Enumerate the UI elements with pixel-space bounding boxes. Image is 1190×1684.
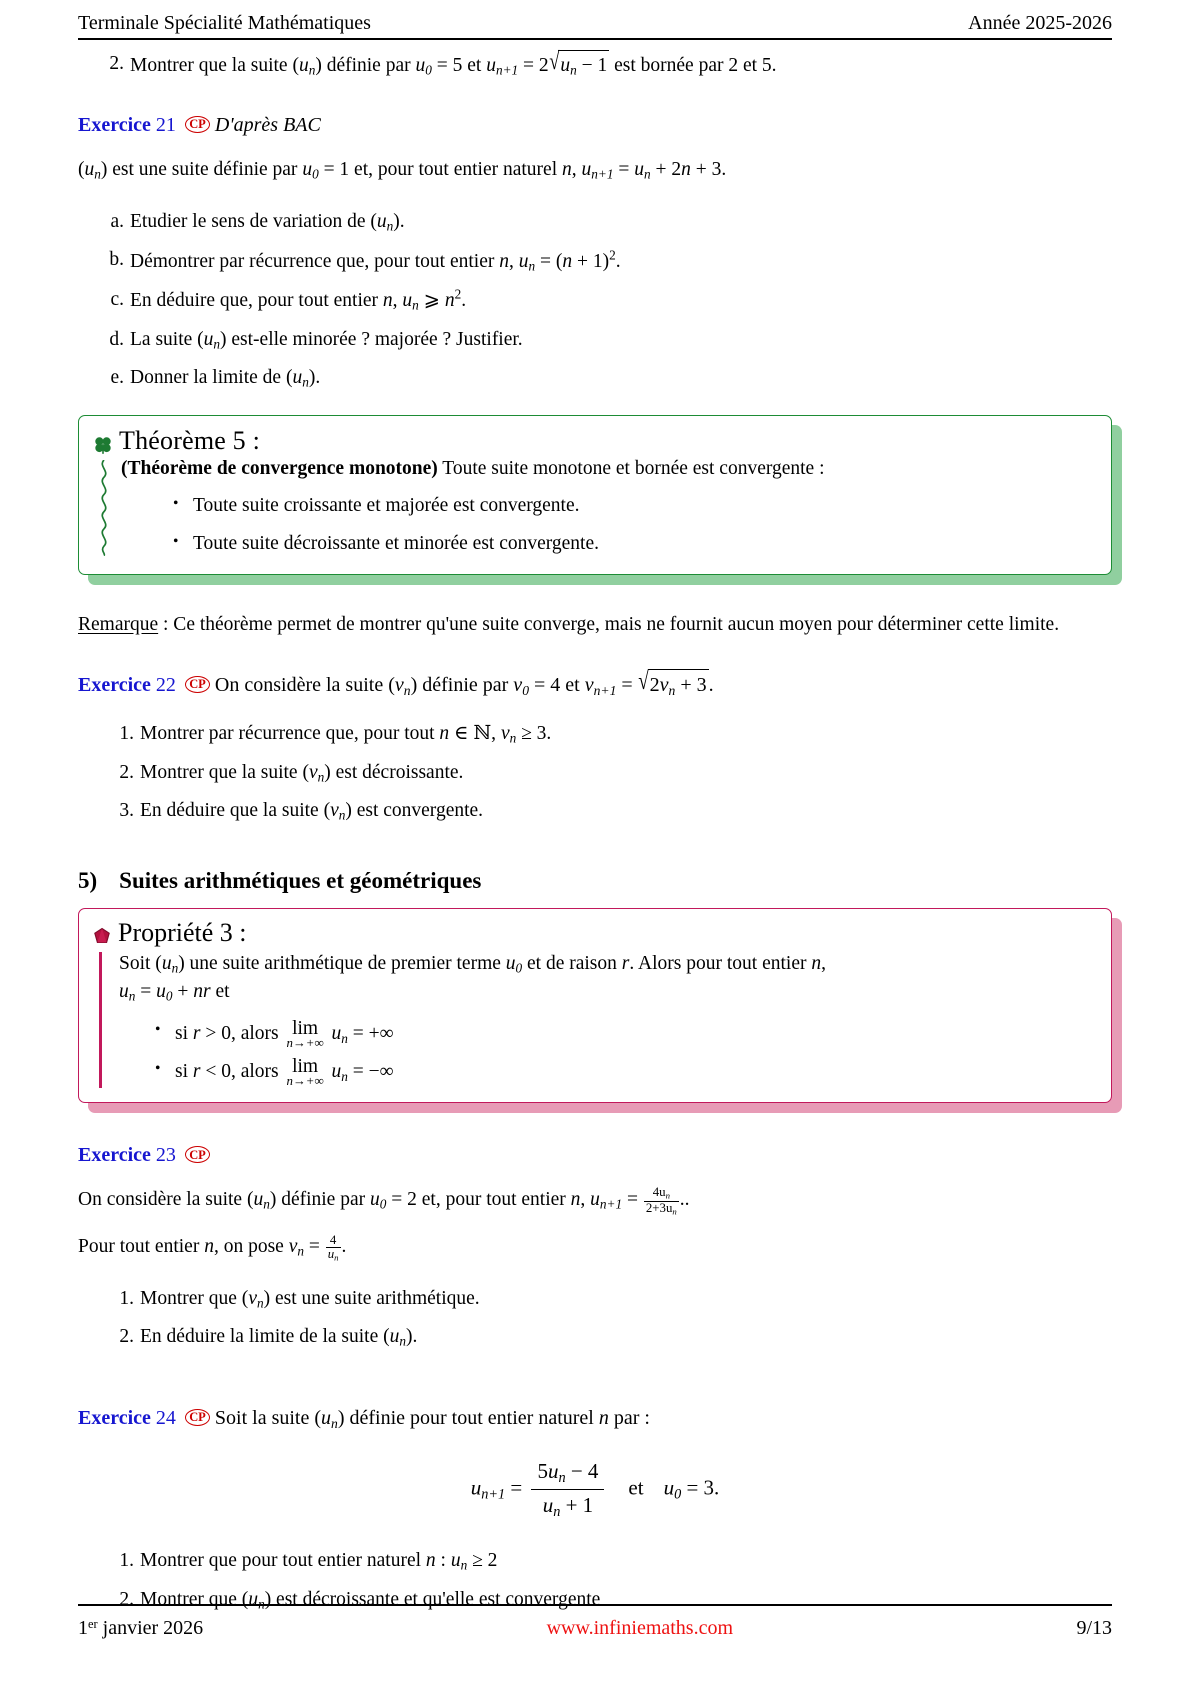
item-text: Montrer que $(u_n)$ est décroissante et qu'elle est convergente xyxy=(140,1588,601,1612)
exercise-22-items xyxy=(78,720,1112,826)
item-label: c. xyxy=(110,289,124,311)
item-text: La suite $(u_n)$ est-elle minorée ? majorée ? Justifier. xyxy=(130,328,523,352)
exercise-21-statement: $(u_n)$ est une suite définie par $u_0 = 1$ et, pour tout entier naturel n, $u_{n+1} = u_n + 2n + 3$. xyxy=(78,158,727,182)
theorem-title-row xyxy=(97,426,1093,456)
item-label: 2. xyxy=(109,53,124,74)
item-text: En déduire la limite de la suite $(u_n)$. xyxy=(140,1326,418,1350)
list-item xyxy=(78,286,1112,316)
item-text: Donner la limite de $(u_n)$. xyxy=(130,367,321,391)
theorem-lead-bold: (Théorème de convergence monotone) xyxy=(121,458,438,480)
section-number: 5) xyxy=(78,867,98,893)
list-item xyxy=(78,1323,1112,1352)
cp-badge-icon: CP xyxy=(185,1409,210,1426)
section-5-heading xyxy=(78,868,1112,894)
list-item xyxy=(78,50,1112,81)
item-label: d. xyxy=(109,328,124,350)
cp-badge-icon: CP xyxy=(185,676,210,693)
item-text: En déduire que, pour tout entier n, $u_n$ ⩾ $n^2$. xyxy=(130,287,467,314)
list-item xyxy=(78,246,1112,276)
cp-badge-icon: CP xyxy=(185,116,210,133)
exercise-number: 24 xyxy=(155,1406,176,1429)
propriete-side-bar xyxy=(99,952,102,1088)
exercise-title: D'après BAC xyxy=(214,113,321,136)
squiggle-decoration xyxy=(97,460,111,556)
propriete-box-frame xyxy=(78,908,1112,1103)
gem-icon xyxy=(92,924,110,942)
propriete-3-box xyxy=(78,908,1112,1103)
header-left-title: Terminale Spécialité Mathématiques xyxy=(78,12,371,34)
remark-label: Remarque xyxy=(78,613,159,635)
page-footer xyxy=(78,1604,1112,1640)
theorem-5-box xyxy=(78,415,1112,575)
exercise-label: Exercice xyxy=(78,673,151,696)
fraction: $\frac{4u_n}{2+3u_n}$ xyxy=(645,1185,677,1217)
clover-icon xyxy=(93,432,112,451)
exercise-label: Exercice xyxy=(78,113,151,136)
list-item xyxy=(78,1547,1112,1576)
list-item xyxy=(78,364,1112,393)
theorem-lead: (Théorème de convergence monotone) Toute suite monotone et bornée est convergente : xyxy=(121,458,825,480)
limit-operator: lim n→+∞ xyxy=(286,1017,324,1050)
exercise-22-heading xyxy=(78,669,1112,701)
theorem-title: Théorème 5 : xyxy=(119,426,261,456)
propriete-body xyxy=(97,950,1093,1088)
item-label: 3. xyxy=(119,800,134,822)
exercise-24-equation: $u_{n+1}$ = $\frac{5u_n - 4}{u_n + 1}$ et $u_0 = 3$. xyxy=(470,1459,720,1521)
footer-row xyxy=(78,1606,1112,1640)
exercise-number: 21 xyxy=(155,113,176,136)
exercise-23-line-2: Pour tout entier n, on pose $v_n$ = $\frac{4}{u_n}$ . xyxy=(78,1232,347,1263)
item-label: a. xyxy=(110,210,124,232)
item-label: e. xyxy=(110,367,124,389)
list-item xyxy=(78,797,1112,826)
item-text: Montrer que la suite $(v_n)$ est décroissante. xyxy=(140,761,464,785)
list-item xyxy=(78,720,1112,749)
fraction: $\frac{4}{u_n}$ xyxy=(327,1232,339,1263)
running-header xyxy=(78,0,1112,35)
list-item xyxy=(78,759,1112,788)
theorem-box-frame xyxy=(78,415,1112,575)
item-text: Montrer que pour tout entier naturel n : $u_n \ge 2$ xyxy=(140,1550,498,1573)
list-item xyxy=(78,1285,1112,1314)
item-text: Montrer par récurrence que, pour tout n ∈ ℕ, $v_n \ge 3$. xyxy=(140,723,552,747)
exercise-22-statement: On considère la suite $(v_n)$ définie par $v_0 = 4$ et $v_{n+1} = √2v_n + 3$ . xyxy=(215,674,714,696)
fraction: $\frac{5u_n - 4}{u_n + 1}$ xyxy=(531,1459,604,1521)
propriete-line-1: Soit $(u_n)$ une suite arithmétique de premier terme $u_0$ et de raison r. Alors pour tout entier n, xyxy=(119,952,826,976)
limit-operator: lim n→+∞ xyxy=(286,1055,324,1089)
exercise-23-heading xyxy=(78,1141,1112,1170)
cp-badge-icon: CP xyxy=(185,1146,210,1163)
exercise-23-items xyxy=(78,1285,1112,1352)
list-item xyxy=(78,326,1112,355)
list-item: • Toute suite croissante et majorée est convergente. xyxy=(121,492,1093,519)
propriete-title-row xyxy=(97,918,1093,948)
item-text: Montrer que la suite $(u_n)$ définie par $u_0 = 5$ et $u_{n+1} = 2√u_n - 1$ est bornée par 2 et 5. xyxy=(130,55,777,76)
exercise-label: Exercice xyxy=(78,1406,151,1429)
item-label: 2. xyxy=(119,761,134,783)
theorem-body xyxy=(97,458,1093,558)
list-item: • si r > 0, alors lim n→+∞ $u_n$ = +∞ xyxy=(119,1019,1093,1050)
item-label: 2. xyxy=(119,1588,134,1610)
list-item xyxy=(78,208,1112,237)
exercise-21-heading xyxy=(78,111,1112,140)
item-label: 1. xyxy=(119,1550,134,1572)
item-label: 1. xyxy=(119,1287,134,1309)
list-item: • Toute suite décroissante et minorée est convergente. xyxy=(121,530,1093,557)
exercise-label: Exercice xyxy=(78,1144,151,1167)
section-title: Suites arithmétiques et géométriques xyxy=(119,867,482,893)
item-text: Etudier le sens de variation de $(u_n)$. xyxy=(130,210,405,234)
item-text: Montrer que $(v_n)$ est une suite arithmétique. xyxy=(140,1287,480,1311)
footer-date: 1er janvier 2026 xyxy=(78,1616,204,1639)
header-right-year: Année 2025-2026 xyxy=(968,12,1112,34)
exercise-24-statement: Soit la suite $(u_n)$ définie pour tout entier naturel n par : xyxy=(214,1406,650,1431)
remark-paragraph: Remarque : Ce théorème permet de montrer qu'une suite converge, mais ne fournit aucun moyen pour déterminer cette limite. xyxy=(78,613,1060,635)
footer-url[interactable]: www.infiniemaths.com xyxy=(546,1617,734,1639)
exercise-23-line-1: On considère la suite $(u_n)$ définie par $u_0 = 2$ et, pour tout entier n, $u_{n+1}$ = $\frac{4u_n}{2+3u_n}$ .. xyxy=(78,1185,690,1217)
carryover-list xyxy=(78,50,1112,81)
propriete-bullets xyxy=(119,1019,1093,1089)
item-label: 1. xyxy=(119,723,134,745)
list-item: • si r < 0, alors lim n→+∞ $u_n$ = −∞ xyxy=(119,1057,1093,1088)
item-text: Démontrer par récurrence que, pour tout entier n, $u_n = (n + 1)^2$. xyxy=(130,247,621,274)
exercise-number: 22 xyxy=(155,673,176,696)
item-label: 2. xyxy=(119,1326,134,1348)
exercise-number: 23 xyxy=(155,1144,176,1167)
item-label: b. xyxy=(109,249,124,271)
header-rule xyxy=(78,38,1112,40)
page-content xyxy=(78,0,1112,1614)
footer-page-number: 9/13 xyxy=(1076,1617,1112,1639)
theorem-bullets xyxy=(121,492,1093,558)
item-text: En déduire que la suite $(v_n)$ est convergente. xyxy=(140,800,484,824)
propriete-title: Propriété 3 : xyxy=(118,917,247,947)
sqrt-expression: $√2v_n + 3$ xyxy=(638,669,709,701)
exercise-21-items xyxy=(78,208,1112,393)
propriete-line-2: $u_n = u_0$ + nr et xyxy=(119,981,230,1004)
sqrt-expression: $√u_n - 1$ xyxy=(549,50,610,81)
exercise-24-heading xyxy=(78,1404,1112,1434)
